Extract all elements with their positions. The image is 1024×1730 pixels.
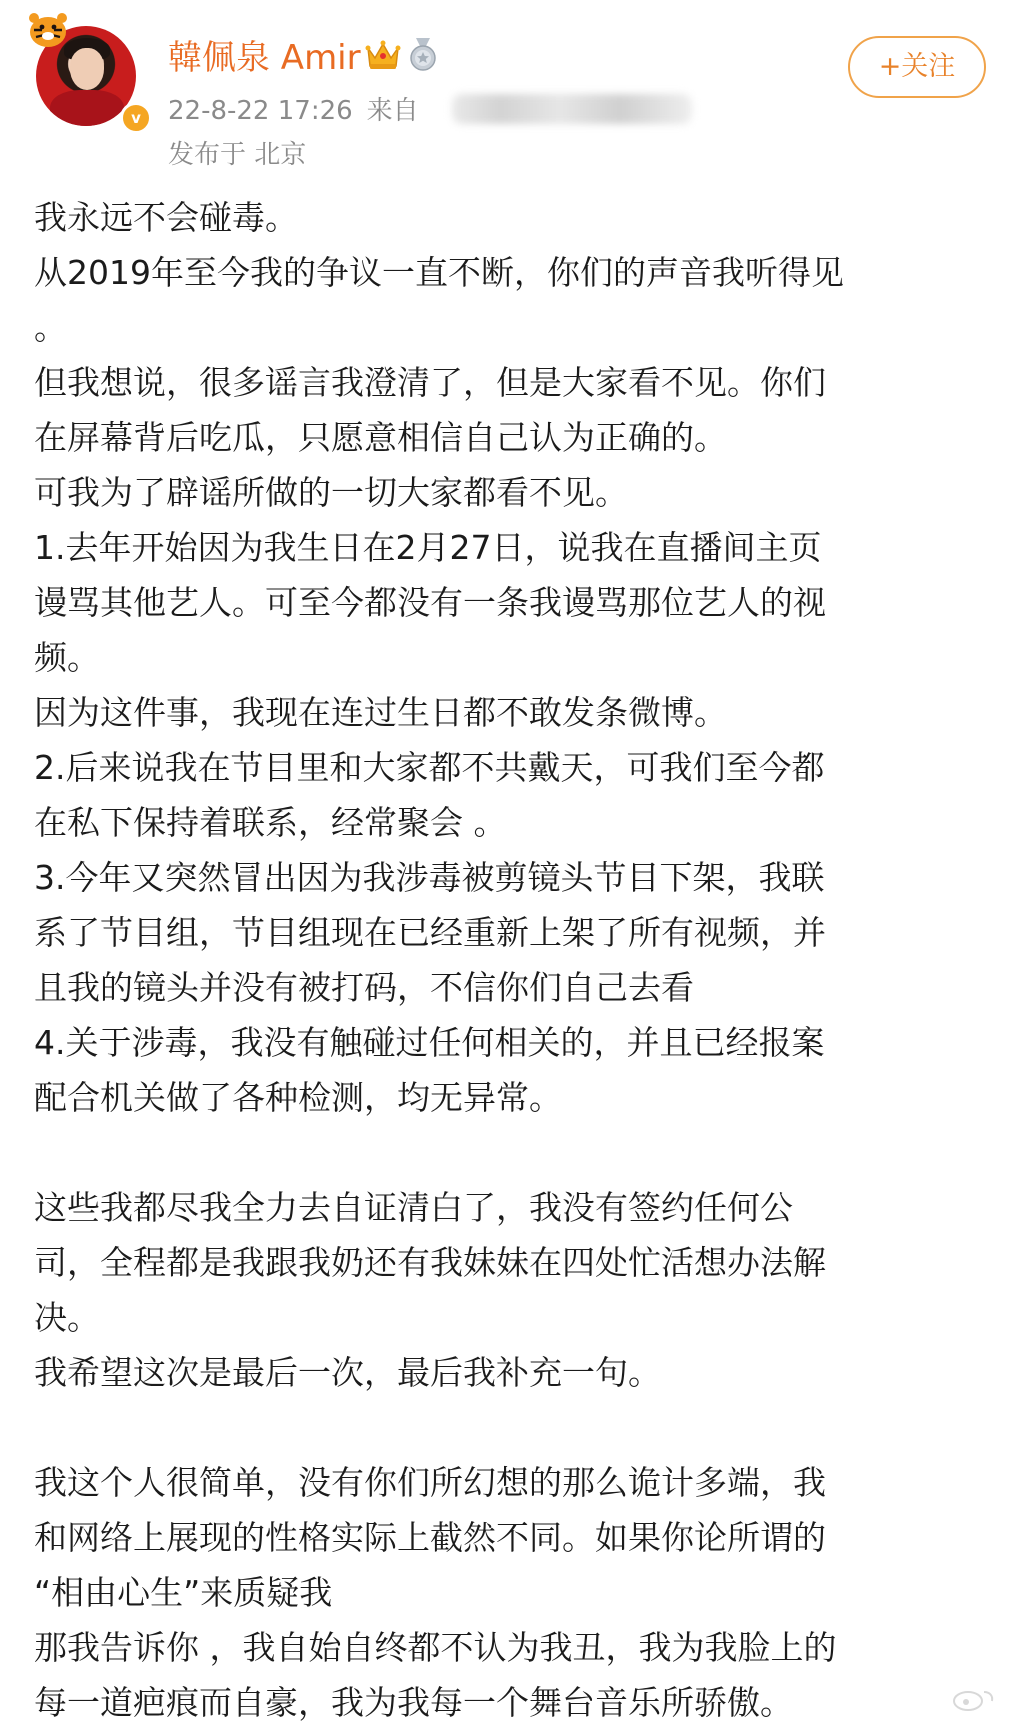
- post-body-line: 我永远不会碰毒。: [34, 198, 298, 237]
- post-body-line: 司，全程都是我跟我奶还有我妹妹在四处忙活想办法解: [34, 1243, 826, 1282]
- post-body-line: “相由心生”来质疑我: [34, 1573, 333, 1612]
- post-body-line: 但我想说，很多谣言我澄清了，但是大家看不见。你们: [34, 363, 826, 402]
- post-body-line: 配合机关做了各种检测，均无异常。: [34, 1078, 562, 1117]
- post-body-line: 在屏幕背后吃瓜，只愿意相信自己认为正确的。: [34, 418, 727, 457]
- post-body-line: 这些我都尽我全力去自证清白了，我没有签约任何公: [34, 1188, 793, 1227]
- post-body-line: 。: [34, 308, 67, 347]
- post-body-line: 系了节目组，节目组现在已经重新上架了所有视频，并: [34, 913, 826, 952]
- crown-badge-icon[interactable]: [365, 38, 401, 72]
- post-body-line: 因为这件事，我现在连过生日都不敢发条微博。: [34, 693, 727, 732]
- avatar[interactable]: [26, 10, 144, 128]
- post-body-line: 从2019年至今我的争议一直不断，你们的声音我听得见: [34, 253, 844, 292]
- post-body-line: 3.今年又突然冒出因为我涉毒被剪镜头节目下架，我联: [34, 858, 825, 897]
- post-time[interactable]: 22-8-22 17:26: [168, 96, 353, 126]
- post-body-line: [34, 1125, 994, 1180]
- post-body-line: 可我为了辟谣所做的一切大家都看不见。: [34, 473, 628, 512]
- post-body-line: 决。: [34, 1298, 100, 1337]
- medal-badge-icon[interactable]: [407, 36, 439, 72]
- post-body-line: 那我告诉你 ，我自始自终都不认为我丑，我为我脸上的: [34, 1628, 837, 1667]
- post-body-line: 频。: [34, 638, 100, 677]
- post-source-blurred: [452, 94, 692, 124]
- post-body-line: 每一道疤痕而自豪，我为我每一个舞台音乐所骄傲。: [34, 1683, 793, 1722]
- post-body-line: 和网络上展现的性格实际上截然不同。如果你论所谓的: [34, 1518, 826, 1557]
- post-body-line: 我希望这次是最后一次，最后我补充一句。: [34, 1353, 661, 1392]
- post-body-line: 4.关于涉毒，我没有触碰过任何相关的，并且已经报案: [34, 1023, 825, 1062]
- post-body-line: 在私下保持着联系，经常聚会 。: [34, 803, 507, 842]
- post-body-line: 我这个人很简单，没有你们所幻想的那么诡计多端，我: [34, 1463, 826, 1502]
- weibo-watermark-icon: [948, 1686, 998, 1712]
- post-source-prefix: 来自: [366, 96, 419, 126]
- post-body: [34, 190, 994, 1730]
- tiger-pendant-icon: [26, 10, 72, 50]
- post-body-line: 且我的镜头并没有被打码，不信你们自己去看: [34, 968, 694, 1007]
- post-header: [0, 0, 1024, 180]
- post-body-line: 谩骂其他艺人。可至今都没有一条我谩骂那位艺人的视: [34, 583, 826, 622]
- follow-button[interactable]: +关注: [848, 36, 986, 98]
- post-body-line: 2.后来说我在节目里和大家都不共戴天，可我们至今都: [34, 748, 825, 787]
- avatar-face: [70, 48, 104, 90]
- verified-badge-icon: v: [120, 102, 152, 134]
- post-body-line: 1.去年开始因为我生日在2月27日，说我在直播间主页: [34, 528, 822, 567]
- post-body-line: [34, 1400, 994, 1455]
- post-location: 发布于 北京: [168, 140, 307, 170]
- avatar-suit: [50, 90, 124, 126]
- author-name[interactable]: 韓佩泉 Amir: [168, 38, 361, 78]
- post-meta: [168, 90, 419, 127]
